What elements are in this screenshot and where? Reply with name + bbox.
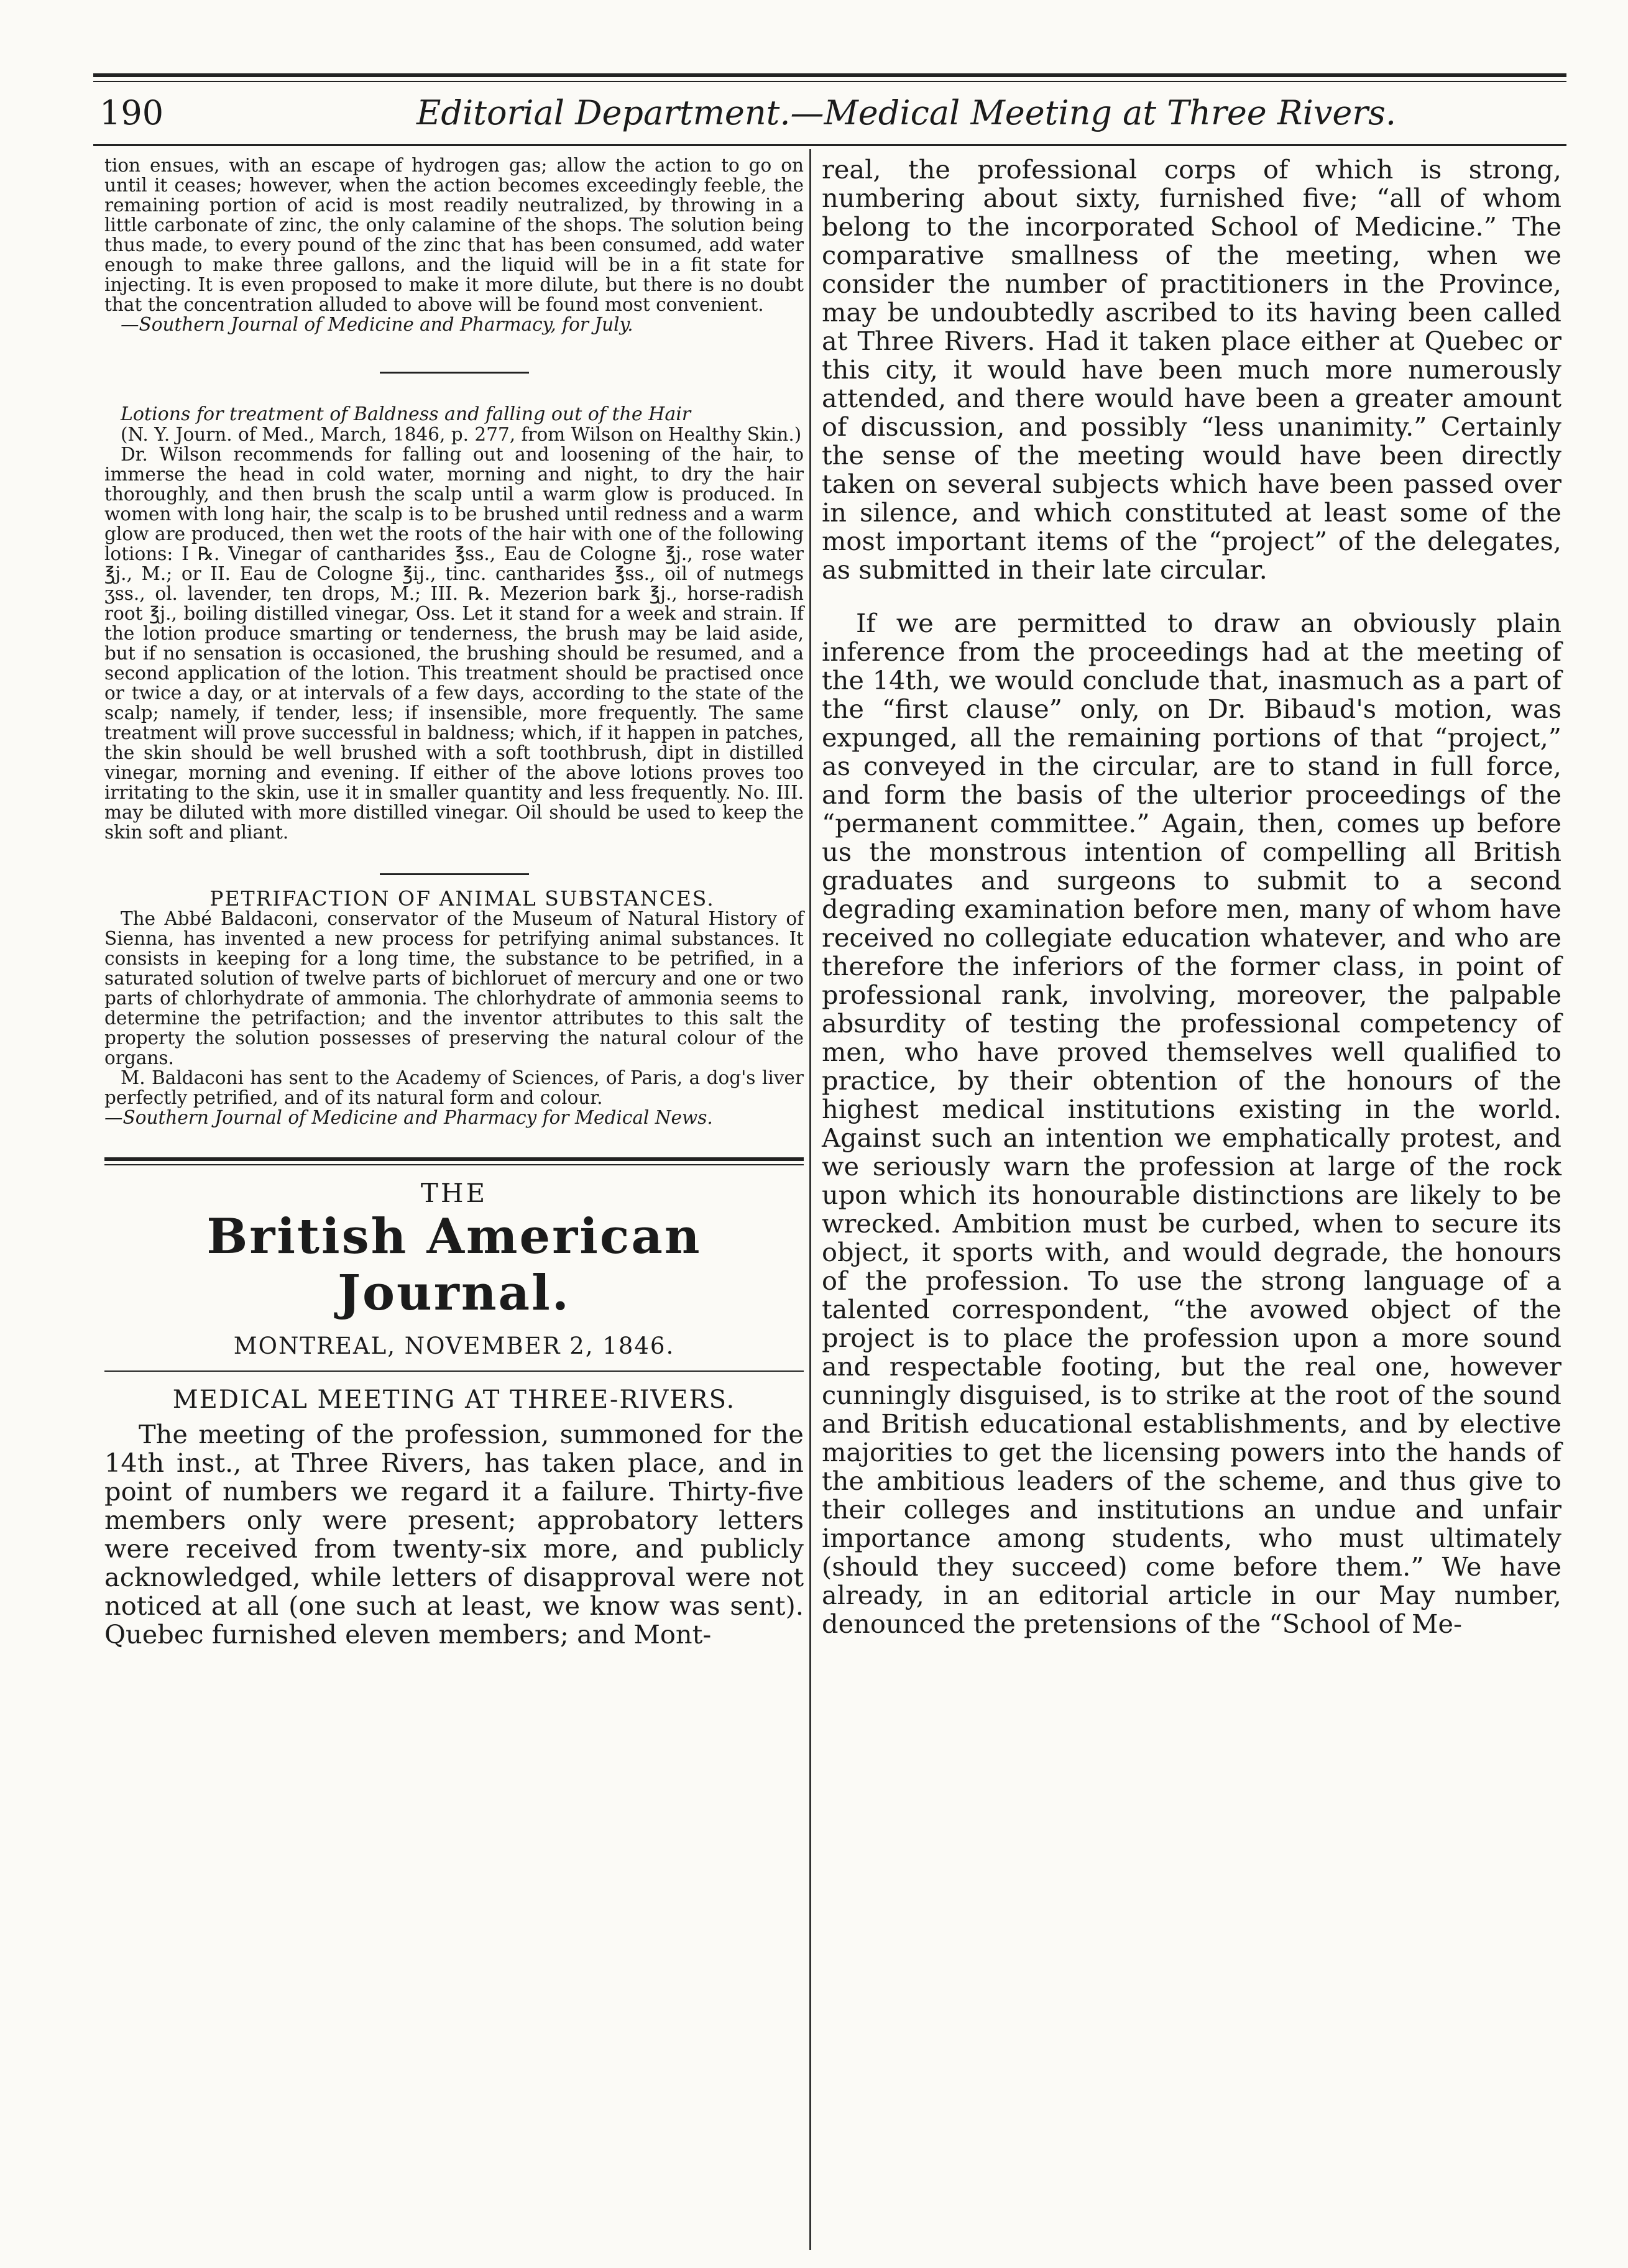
masthead-rule-thin [104,1164,804,1165]
column-separator [809,149,811,2250]
zinc-paragraph: tion ensues, with an escape of hydrogen gas; allow the action to go on until it ceases; however, when the action becomes exceedingly feeble, the remaining portion of acid is most readily neutralized, by throwing in a little carbonate of zinc, the only calamine of the shops. The solution being thus made, to every pound of the zinc that has been consumed, add water enough to make three gallons, and the liquid will be in a fit state for injecting. It is even proposed to make it more dilute, but there is no doubt that the concentration alluded to above will be found most convenient. [104,155,804,315]
masthead-the: THE [420,1178,488,1208]
masthead-rule-thick [104,1157,804,1161]
separator-2 [380,873,529,875]
right-paragraph-1: real, the professional corps of which is strong, numbering about sixty, furnished five; “all of whom belong to the incorporated School of Medicine.” The comparative smallness of the meeting, when we consider the number of practitioners in the Province, may be undoubtedly ascribed to its having been called at Three Rivers. Had it taken place either at Quebec or this city, it would have been much more numerously attended, and there would have been a greater amount of discussion, and possibly “less unanimity.” Certainly the sense of the meeting would have been directly taken on several subjects which have been passed over in silence, and which constituted at least some of the most important items of the “project” of the delegates, as submitted in their late circular. [822,154,1561,585]
top-rule-thin [93,81,1566,82]
dateline: MONTREAL, NOVEMBER 2, 1846. [233,1333,675,1359]
lotions-citation: (N. Y. Journ. of Med., March, 1846, p. 277, from Wilson on Healthy Skin.) [121,424,802,445]
petrifaction-body: The Abbé Baldaconi, conservator of the Museum of Natural History of Sienna, has invented a new process for petrifying animal substances. It consists in keeping for a long time, the substance to be petrified, in a saturated solution of twelve parts of bichloruet of mercury and one or two parts of chlorhydrate of ammonia. The chlorhydrate of ammonia seems to determine the petrifaction; and the inventor attributes to this salt the property the solution possesses of preserving the natural colour of the organs. [104,908,804,1068]
masthead-name: British American Journal. [206,1208,702,1321]
zinc-article [104,155,804,334]
petrifaction-article [104,886,804,1128]
lotions-article [104,405,804,842]
zinc-source: —Southern Journal of Medicine and Pharmacy, for July. [121,314,633,335]
page-header [99,93,1566,137]
petrifaction-source: —Southern Journal of Medicine and Pharmacy for Medical News. [104,1107,713,1128]
header-rule [93,144,1566,146]
separator-1 [380,372,529,374]
editorial-body [104,1420,804,1649]
editorial-paragraph: The meeting of the profession, summoned for the 14th inst., at Three Rivers, has taken place, and in point of numbers we regard it a failure. Thirty-five members only were present; approbatory letters were received from twenty-six more, and publicly acknowledged, while letters of disapproval were not noticed at all (one such at least, we know was sent). Quebec furnished eleven members; and Mont- [104,1419,804,1650]
editorial-title: MEDICAL MEETING AT THREE-RIVERS. [172,1385,736,1414]
top-rule-thick [93,73,1566,77]
petrifaction-body-2: M. Baldaconi has sent to the Academy of Sciences, of Paris, a dog's liver perfectly petrified, and of its natural form and colour. [104,1067,804,1108]
dateline-rule [104,1370,804,1372]
lotions-body: Dr. Wilson recommends for falling out and loosening of the hair, to immerse the head in cold water, morning and night, to dry the hair thoroughly, and then brush the scalp until a warm glow is produced. In women with long hair, the scalp is to be brushed until redness and a warm glow are produced, then wet the roots of the hair with one of the following lotions: I ℞. Vinegar of cantharides ℥ss., Eau de Cologne ℥j., rose water ℥j., M.; or II. Eau de Cologne ℥ij., tinc. cantharides ℥ss., oil of nutmegs ʒss., ol. lavender, ten drops, M.; III. ℞. Mezerion bark ℥j., horse-radish root ℥j., boiling distilled vinegar, Oss. Let it stand for a week and strain. If the lotion produce smarting or tenderness, the brush may be laid aside, but if no sensation is occasioned, the brushing should be resumed, and a second application of the lotion. This treatment should be practised once or twice a day, or at intervals of a few days, according to the state of the scalp; namely, if tender, less; if insensible, more frequently. The same treatment will prove successful in baldness; which, if it happen in patches, the skin should be well brushed with a soft toothbrush, dipt in distilled vinegar, morning and evening. If either of the above lotions proves too irritating to the skin, use it in smaller quantity and less frequently. No. III. may be diluted with more distilled vinegar. Oil should be used to keep the skin soft and pliant. [104,444,804,843]
page-number: 190 [99,93,164,132]
lotions-title: Lotions for treatment of Baldness and falling out of the Hair [121,403,691,425]
right-column-text [822,155,1561,1638]
right-paragraph-2: If we are permitted to draw an obviously plain inference from the proceedings had at the meeting of the 14th, we would conclude that, inasmuch as a part of the “first clause” only, on Dr. Bibaud's motion, was expunged, all the remaining portions of that “project,” as conveyed in the circular, are to stand in full force, and form the basis of the ulterior proceedings of the “permanent committee.” Again, then, comes up before us the monstrous intention of compelling all British graduates and surgeons to submit to a second degrading examination before men, many of whom have received no collegiate education whatever, and who are therefore the inferiors of the former class, in point of professional rank, involving, moreover, the palpable absurdity of testing the professional competency of men, who have proved themselves well qualified to practice, by their obtention of the honours of the highest medical institutions existing in the world. Against such an intention we emphatically protest, and we seriously warn the profession at large of the rock upon which its honourable distinctions are likely to be wrecked. Ambition must be curbed, when to secure its object, it sports with, and would degrade, the honours of the profession. To use the strong language of a talented correspondent, “the avowed object of the project is to place the profession upon a more sound and respectable footing, but the real one, however cunningly disguised, is to strike at the root of the sound and British educational establishments, and by elective majorities to get the licensing powers into the hands of the ambitious leaders of the scheme, and thus give to their colleges and institutions an undue and unfair importance among students, who must ultimately (should they succeed) come before them.” We have already, in an editorial article in our May number, denounced the pretensions of the “School of Me- [822,608,1561,1639]
left-column [104,155,804,1649]
petrifaction-title: PETRIFACTION OF ANIMAL SUBSTANCES. [209,886,715,911]
right-column [822,155,1561,1638]
running-title: Editorial Department.—Medical Meeting at Three Rivers. [416,93,1396,132]
